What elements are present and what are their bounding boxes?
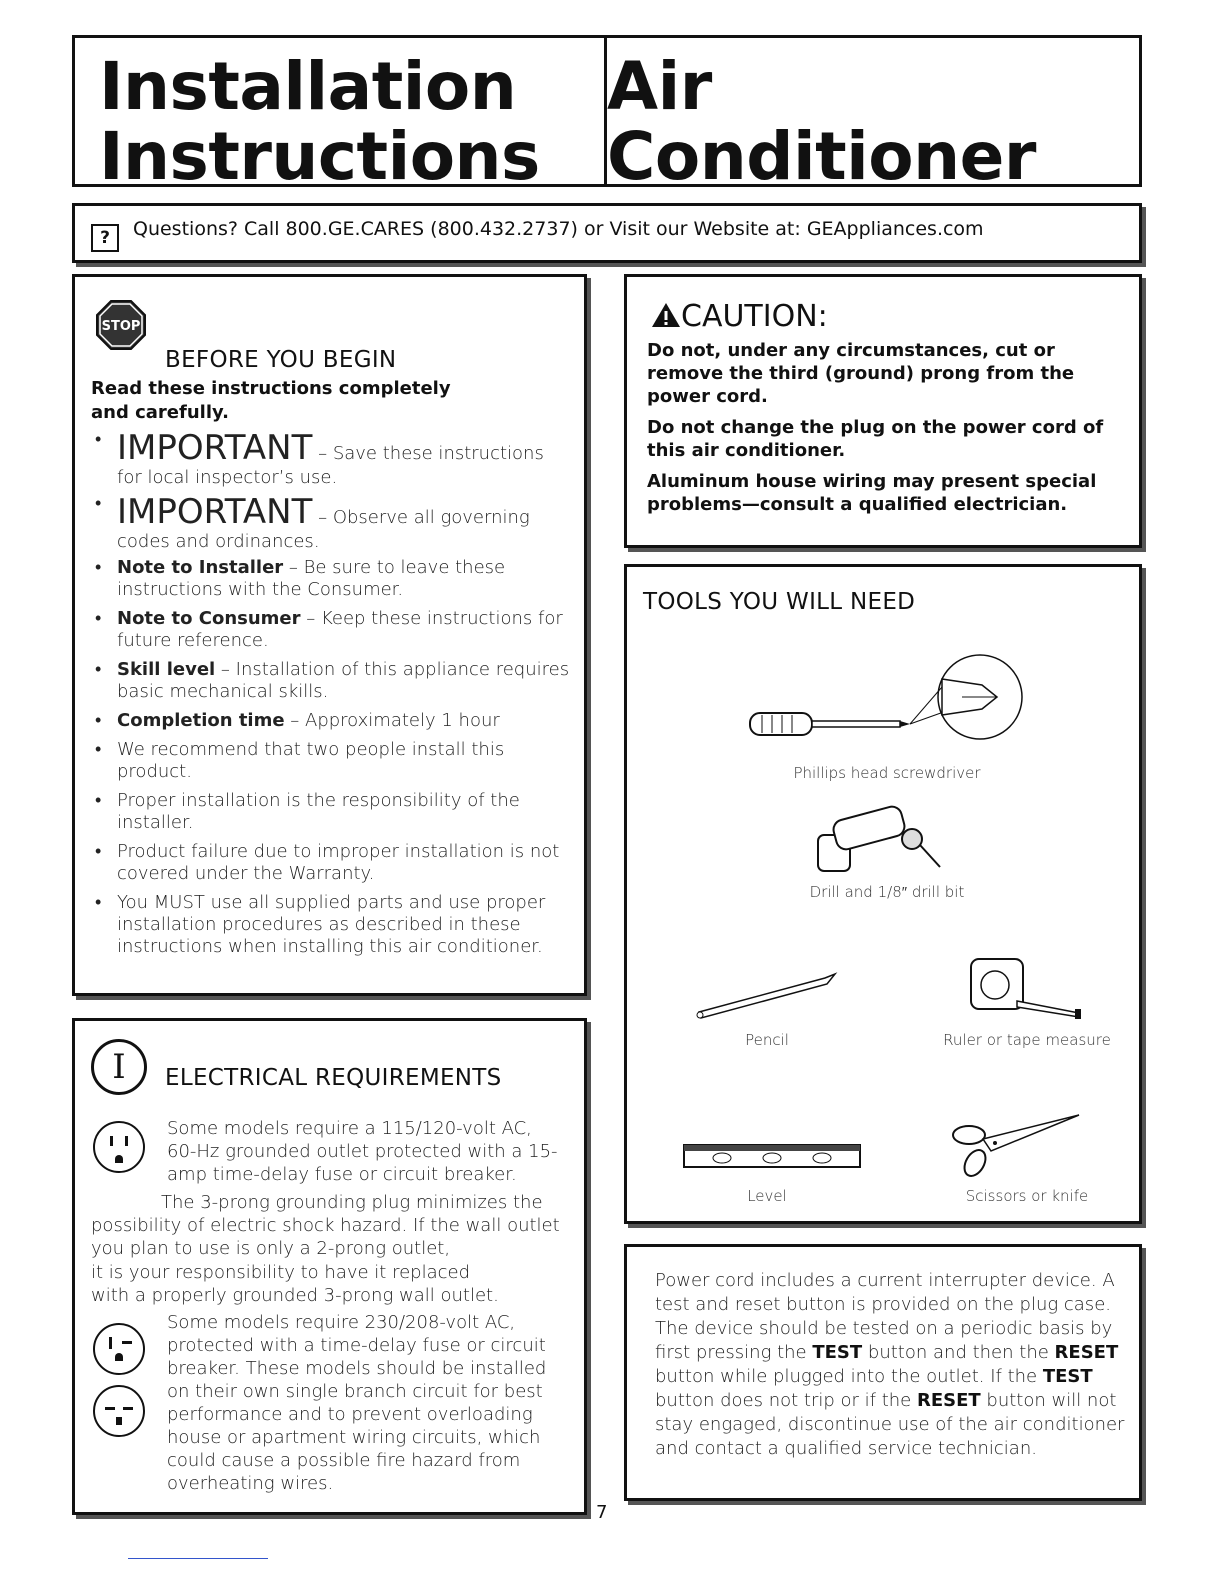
caution-p3: Aluminum house wiring may present special problems—consult a qualified electrician. — [647, 471, 1097, 515]
pencil-icon — [695, 970, 845, 1020]
list-item: • IMPORTANT – Observe all governing codes and ordinances. — [91, 493, 571, 553]
outlet-208v-icon — [93, 1385, 145, 1437]
questions-text: Questions? Call 800.GE.CARES (800.432.2737) or Visit our Website at: GEAppliances.com — [133, 218, 984, 240]
list-item: • You MUST use all supplied parts and use proper installation procedures as described in these instructions when installing this air conditioner. — [91, 892, 571, 958]
title-line-1: Installation — [99, 48, 517, 125]
questions-banner — [72, 203, 1142, 263]
scissors-label: Scissors or knife — [965, 1187, 1089, 1205]
header-product-box — [604, 35, 1142, 195]
caution-p1: Do not, under any circumstances, cut or remove the third (ground) prong from the power cord. — [647, 340, 1075, 407]
tape-measure-icon — [967, 955, 1087, 1021]
info-icon: I — [91, 1039, 147, 1095]
before-title: BEFORE YOU BEGIN — [165, 347, 397, 373]
tape-measure-label: Ruler or tape measure — [943, 1031, 1111, 1049]
question-icon: ? — [91, 224, 119, 252]
screwdriver-label: Phillips head screwdriver — [793, 764, 981, 782]
warning-triangle-icon — [651, 302, 681, 328]
page-number: 7 — [596, 1502, 608, 1523]
title-line-2: Instructions — [99, 118, 540, 195]
pencil-label: Pencil — [745, 1031, 789, 1049]
electrical-p2: The 3-prong grounding plug minimizes the possibility of electric shock hazard. If the wall outlet you plan to use is only a 2-prong outlet, — [91, 1192, 560, 1259]
before-intro: Read these instructions completely and carefully. — [91, 378, 451, 423]
level-icon — [682, 1141, 862, 1171]
scissors-icon — [947, 1111, 1087, 1181]
list-item: • We recommend that two people install this product. — [91, 739, 571, 783]
screwdriver-icon — [742, 649, 1032, 749]
list-item: • Note to Installer – Be sure to leave these instructions with the Consumer. — [91, 557, 571, 601]
power-cord-text: Power cord includes a current interrupter device. A test and reset button is provided on the plug case. The device should be tested on a periodic basis by first pressing the TEST button and then the RESET button while plugged into the outlet. If the TEST button does not trip or if the RESET button will not stay engaged, discontinue use of the air conditioner and contact a qualified service technician. — [655, 1270, 1125, 1459]
tools-section — [624, 564, 1142, 1224]
header-title-box — [72, 35, 607, 195]
list-item: • Completion time – Approximately 1 hour — [91, 710, 571, 732]
level-label: Level — [747, 1187, 787, 1205]
list-item: • Product failure due to improper installation is not covered under the Warranty. — [91, 841, 571, 885]
before-list — [91, 429, 571, 965]
drill-icon — [812, 799, 952, 879]
stop-sign-icon — [95, 299, 147, 351]
caution-body — [647, 339, 1129, 524]
outlet-115v-icon — [93, 1121, 145, 1173]
electrical-p4: Some models require 230/208-volt AC, protected with a time-delay fuse or circuit breaker. These models should be installed on their own single branch circuit for best performance and to prevent overloading house or apartment wiring circuits, which could cause a possible fire hazard from overheating wires. — [167, 1312, 547, 1494]
list-item: • Proper installation is the responsibility of the installer. — [91, 790, 571, 834]
list-item: • Note to Consumer – Keep these instructions for future reference. — [91, 608, 571, 652]
stop-sign-label: STOP — [101, 319, 141, 334]
electrical-p1: Some models require a 115/120-volt AC, 60-Hz grounded outlet protected with a 15-amp time-delay fuse or circuit breaker. — [167, 1118, 558, 1185]
electrical-p3: it is your responsibility to have it replaced with a properly grounded 3-prong wall outlet. — [91, 1262, 499, 1306]
list-item: • IMPORTANT – Save these instructions for local inspector’s use. — [91, 429, 571, 489]
electrical-title: ELECTRICAL REQUIREMENTS — [165, 1065, 502, 1091]
tools-title: TOOLS YOU WILL NEED — [643, 589, 916, 615]
outlet-230v-icon — [93, 1323, 145, 1375]
product-name: Air Conditioner — [607, 48, 1036, 195]
power-cord-section — [624, 1244, 1142, 1501]
before-you-begin-section — [72, 274, 587, 996]
caution-title: CAUTION: — [651, 299, 828, 334]
electrical-requirements-section — [72, 1018, 587, 1515]
caution-section — [624, 274, 1142, 548]
page-title — [99, 48, 540, 195]
drill-label: Drill and 1/8″ drill bit — [809, 883, 965, 901]
footer-rule — [128, 1558, 268, 1559]
list-item: • Skill level – Installation of this appliance requires basic mechanical skills. — [91, 659, 571, 703]
caution-p2: Do not change the plug on the power cord of this air conditioner. — [647, 417, 1104, 461]
